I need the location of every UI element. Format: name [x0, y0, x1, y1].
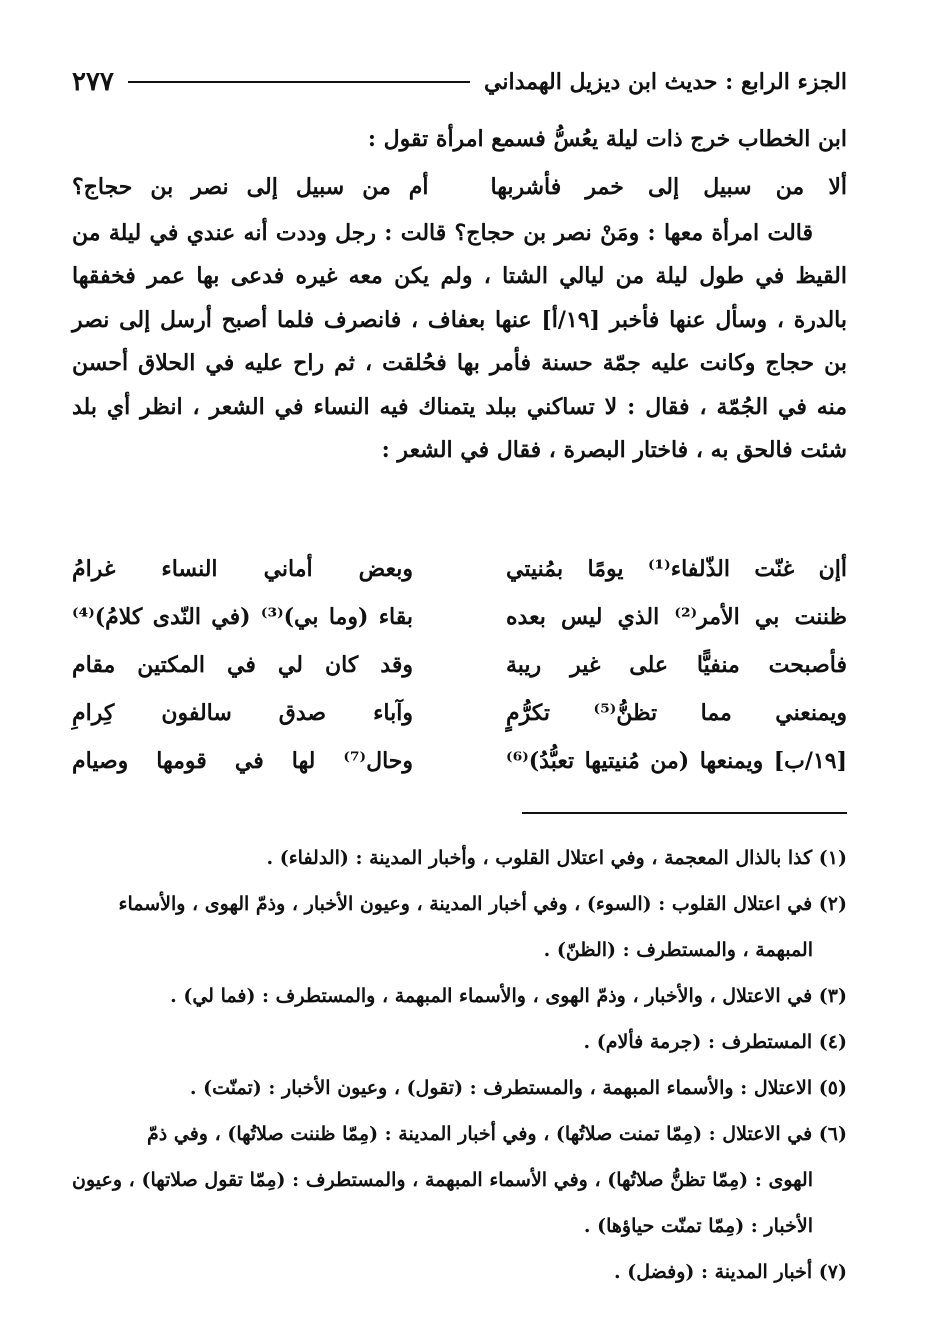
footnote-text: (٢) في اعتلال القلوب : (السوء) ، وفي أخبار المدينة ، وعيون الأخبار ، وذمّ الهوى ، والأسماء	[118, 893, 847, 915]
footnote	[72, 835, 847, 881]
poem-hemistich-1: [١٩/ب] ويمنعها (من مُنيتيها تعبُّدُ)⁽⁶⁾	[506, 748, 847, 774]
footnote-text: (١) كذا بالذال المعجمة ، وفي اعتلال القلوب ، وأخبار المدينة : (الدلفاء) .	[266, 847, 847, 869]
poem-hemistich-2: وقد كان لي في المكتين مقام	[72, 652, 413, 678]
verse-hemistich-2: أم من سبيل إلى نصر بن حجاج؟	[72, 173, 429, 200]
footnote-text: (٥) الاعتلال : والأسماء المبهمة ، والمستطرف : (تقول) ، وعيون الأخبار : (تمنّت) .	[189, 1077, 847, 1099]
paragraph-1: ابن الخطاب خرج ذات ليلة يعُسُّ فسمع امرأة تقول :	[367, 126, 847, 152]
footnotes	[72, 835, 847, 1295]
footnote	[72, 1249, 847, 1295]
footnote-text: (٤) المستطرف : (جرمة فألام) .	[583, 1031, 847, 1053]
poem	[72, 545, 847, 785]
poem-hemistich-1: ظننت بي الأمر⁽²⁾ الذي ليس بعده	[506, 604, 847, 630]
poem-hemistich-1: فأصبحت منفيًّا على غير ريبة	[506, 652, 847, 678]
poem-hemistich-2: وآباء صدق سالفون كِرامِ	[72, 700, 413, 726]
footnote-continuation: المبهمة ، والمستطرف : (الظنّ) .	[543, 939, 813, 961]
poem-hemistich-2: بقاء (وما بي)⁽³⁾ (في النّدى كلامُ)⁽⁴⁾	[72, 604, 413, 630]
verse-line	[72, 162, 847, 212]
footnote	[72, 1065, 847, 1111]
footnote-separator	[522, 812, 847, 814]
running-title: الجزء الرابع : حديث ابن ديزيل الهمداني	[484, 69, 847, 95]
header-rule	[128, 81, 470, 83]
poem-line	[72, 545, 847, 593]
footnote-text: (٦) في الاعتلال : (مِمّا تمنت صلاتُها) ، وفي أخبار المدينة : (مِمّا ظننت صلاتُها) ، وفي ذمّ	[147, 1123, 847, 1145]
footnote	[72, 881, 847, 973]
footnote	[72, 1111, 847, 1249]
poem-hemistich-1: أإن غنّت الذّلفاء⁽¹⁾ يومًا بمُنيتي	[506, 556, 847, 582]
paragraph-2: قالت امرأة معها : ومَنْ نصر بن حجاج؟ قالت : رجل وددت أنه عندي في ليلة من القيظ في طول ليلة من ليالي الشتا ، ولم يكن معه غيره فدعى بها عمر فخفقها بالدرة ، وسأل عنها فأخبر [١٩/أ] عنها بعفاف ، فانصرف فلما أصبح أرسل إلى نصر بن حجاج وكانت عليه جمّة حسنة فأمر بها فحُلقت ، ثم راح عليه في الحلاق أحسن منه في الجُمّة ، فقال : لا تساكني ببلد يتمناك فيه النساء في الشعر ، انظر أي بلد شئت فالحق به ، فاختار البصرة ، فقال في الشعر :	[72, 219, 847, 463]
poem-line	[72, 737, 847, 785]
footnote-text: (٣) في الاعتلال ، والأخبار ، وذمّ الهوى ، والأسماء المبهمة ، والمستطرف : (فما لي) .	[170, 985, 847, 1007]
running-header	[72, 62, 847, 102]
verse-hemistich-1: ألا من سبيل إلى خمر فأشربها	[490, 173, 847, 200]
poem-hemistich-1: ويمنعني مما تظنُّ⁽⁵⁾ تكرُّمٍ	[506, 700, 848, 726]
footnote	[72, 1019, 847, 1065]
poem-hemistich-2: وبعض أماني النساء غرامُ	[72, 556, 413, 582]
footnote-text: (٧) أخبار المدينة : (وفضل) .	[614, 1261, 847, 1283]
poem-line	[72, 641, 847, 689]
footnote	[72, 973, 847, 1019]
poem-line	[72, 689, 847, 737]
poem-line	[72, 593, 847, 641]
main-text	[72, 118, 847, 473]
poem-hemistich-2: وحال⁽⁷⁾ لها في قومها وصيام	[72, 748, 413, 774]
footnote-continuation: الهوى : (مِمّا تظنُّ صلاتُها) ، وفي الأسماء المبهمة ، والمستطرف : (مِمّا تقول صلاتها) ، وعيون الأخبار : (مِمّا تمنّت حياؤها) .	[72, 1169, 813, 1237]
page-number: ٢٧٧	[72, 67, 114, 97]
